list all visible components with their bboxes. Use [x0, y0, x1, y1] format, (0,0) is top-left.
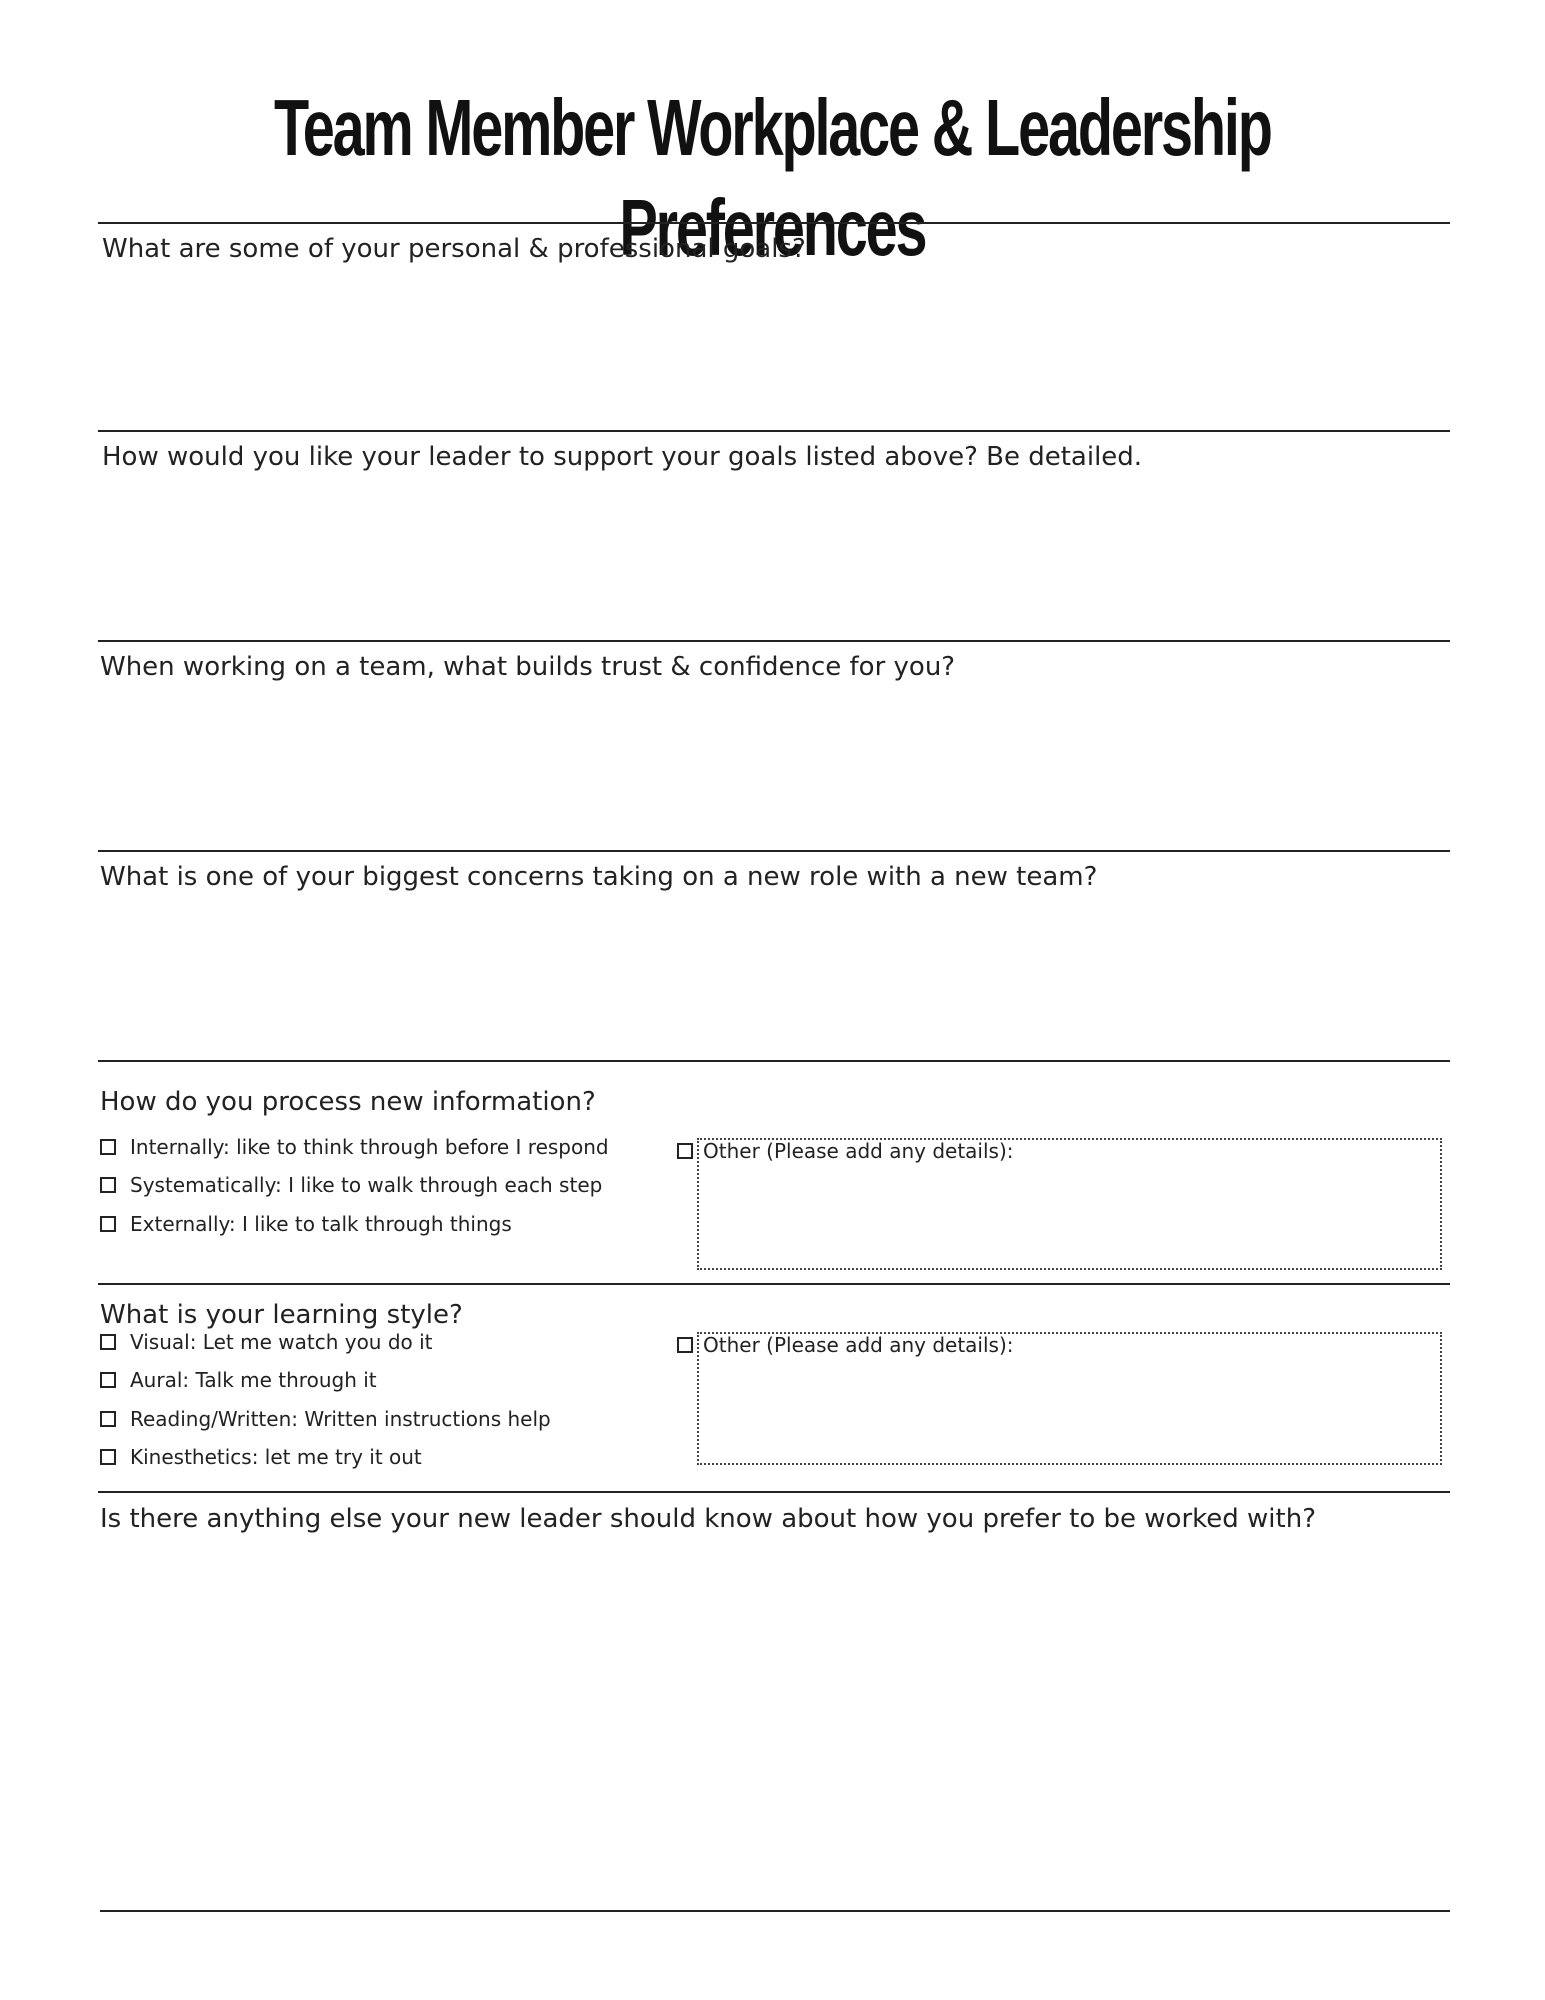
checkbox-icon[interactable] [100, 1177, 116, 1193]
support-divider [98, 640, 1450, 642]
checkbox-icon[interactable] [677, 1143, 693, 1159]
question-trust: When working on a team, what builds trust & confidence for you? [100, 652, 956, 682]
checkbox-icon[interactable] [100, 1216, 116, 1232]
question-support: How would you like your leader to support your goals listed above? Be detailed. [102, 442, 1143, 472]
learning-other-details-input[interactable] [703, 1362, 1436, 1459]
learning-option-aural[interactable] [100, 1367, 377, 1393]
checkbox-icon[interactable] [677, 1337, 693, 1353]
checkbox-icon[interactable] [100, 1411, 116, 1427]
question-process-info: How do you process new information? [100, 1087, 596, 1117]
question-final: Is there anything else your new leader should know about how you prefer to be worked with? [100, 1504, 1317, 1534]
process-info-divider [98, 1283, 1450, 1285]
process-option-other[interactable] [677, 1138, 1014, 1164]
learning-option-reading-written[interactable] [100, 1406, 551, 1432]
process-option-externally[interactable] [100, 1211, 512, 1237]
bottom-divider [100, 1910, 1450, 1912]
option-label: Aural: Talk me through it [130, 1368, 377, 1392]
question-learning-style: What is your learning style? [100, 1300, 463, 1330]
goals-answer-area[interactable] [100, 272, 1448, 424]
option-label: Externally: I like to talk through things [130, 1212, 512, 1236]
question-goals: What are some of your personal & professional goals? [102, 234, 806, 264]
option-label: Systematically: I like to walk through each step [130, 1173, 603, 1197]
concerns-divider [98, 1060, 1450, 1062]
page-title: Team Member Workplace & Leadership Preferences [273, 83, 1271, 272]
process-option-systematically[interactable] [100, 1172, 602, 1198]
option-label: Internally: like to think through before I respond [130, 1135, 609, 1159]
process-other-details-input[interactable] [703, 1168, 1436, 1264]
question-concerns: What is one of your biggest concerns taking on a new role with a new team? [100, 862, 1098, 892]
other-label: Other (Please add any details): [703, 1333, 1014, 1357]
learning-option-kinesthetics[interactable] [100, 1444, 422, 1470]
final-answer-area[interactable] [100, 1545, 1448, 1905]
learning-option-visual[interactable] [100, 1329, 433, 1355]
checkbox-icon[interactable] [100, 1334, 116, 1350]
title-divider [98, 222, 1450, 224]
support-answer-area[interactable] [100, 480, 1448, 634]
concerns-answer-area[interactable] [100, 900, 1448, 1054]
trust-divider [98, 850, 1450, 852]
other-label: Other (Please add any details): [703, 1139, 1014, 1163]
trust-answer-area[interactable] [100, 690, 1448, 844]
option-label: Kinesthetics: let me try it out [130, 1445, 422, 1469]
checkbox-icon[interactable] [100, 1449, 116, 1465]
learning-option-other[interactable] [677, 1332, 1014, 1358]
goals-divider [98, 430, 1450, 432]
option-label: Reading/Written: Written instructions help [130, 1407, 551, 1431]
learning-style-divider [98, 1491, 1450, 1493]
option-label: Visual: Let me watch you do it [130, 1330, 433, 1354]
process-option-internally[interactable] [100, 1134, 609, 1160]
checkbox-icon[interactable] [100, 1372, 116, 1388]
checkbox-icon[interactable] [100, 1139, 116, 1155]
